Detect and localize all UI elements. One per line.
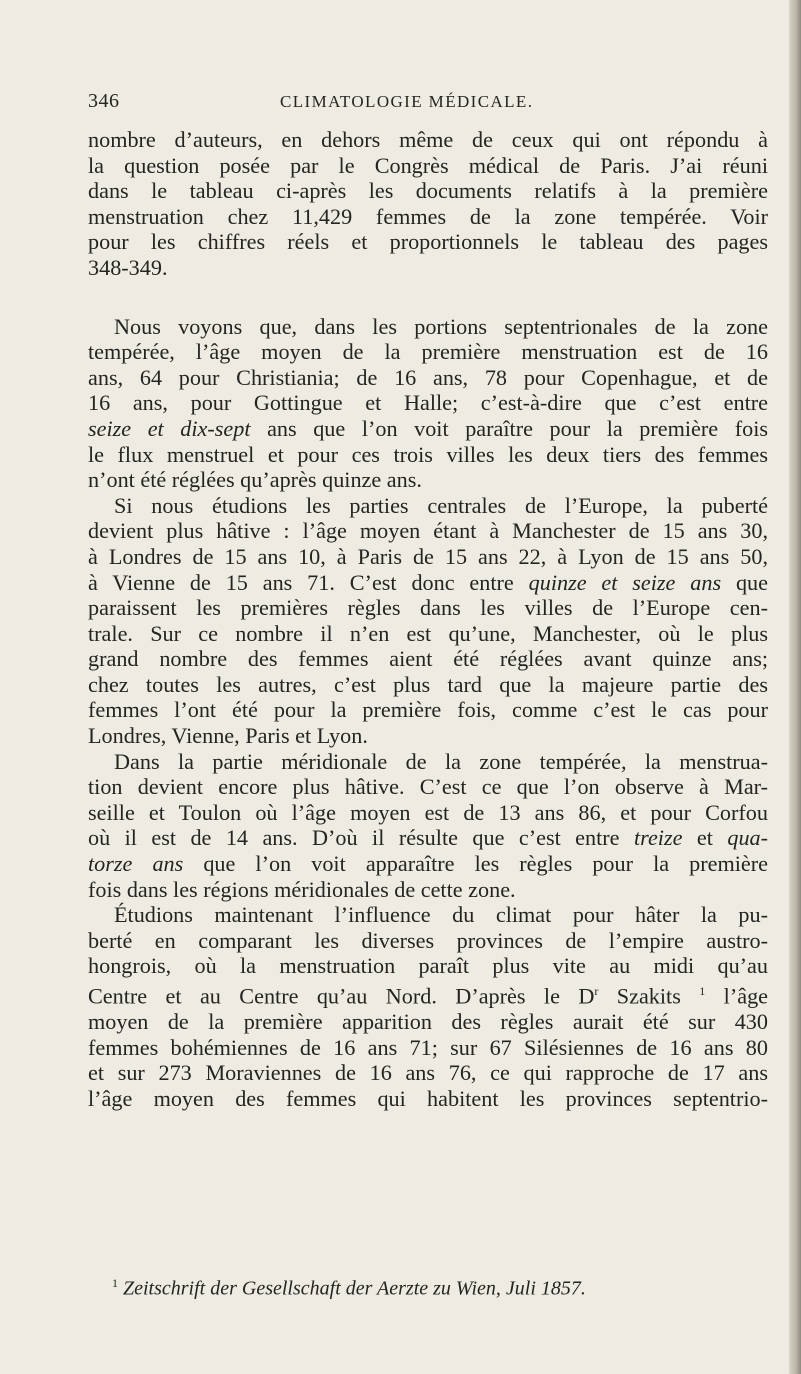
text-line: berté en comparant les diverses provinces de l’empire austro- xyxy=(88,927,768,953)
text-line: moyen de la première apparition des règles aurait été sur 430 xyxy=(88,1008,768,1034)
footnote-reference: 1 xyxy=(699,984,706,998)
paragraph xyxy=(88,749,768,903)
text-line: grand nombre des femmes aient été réglées avant quinze ans; xyxy=(88,646,768,672)
text-line: fois dans les régions méridionales de cette zone. xyxy=(88,876,516,902)
italic-text: seize et dix-sept xyxy=(88,415,251,441)
paragraph xyxy=(88,314,768,493)
text-line: Étudions maintenant l’influence du climat pour hâter la pu- xyxy=(114,902,768,928)
text-line: chez toutes les autres, c’est plus tard que la majeure partie des xyxy=(88,671,768,697)
footnote xyxy=(112,1276,762,1301)
text-line: femmes bohémiennes de 16 ans 71; sur 67 Silésiennes de 16 ans 80 xyxy=(88,1034,768,1060)
page-number: 346 xyxy=(88,90,120,112)
text-line: dans le tableau ci-après les documents relatifs à la première xyxy=(88,178,768,204)
italic-text: treize xyxy=(633,825,683,851)
text-line: et sur 273 Moraviennes de 16 ans 76, ce qui rapproche de 17 ans xyxy=(88,1060,768,1086)
text-line: menstruation chez 11,429 femmes de la zone tempérée. Voir xyxy=(88,203,768,229)
page-edge xyxy=(789,0,801,1374)
paragraph xyxy=(88,127,768,281)
text-line: hongrois, où la menstruation paraît plus vite au midi qu’au xyxy=(88,953,768,979)
text-line: Dans la partie méridionale de la zone tempérée, la menstrua- xyxy=(114,748,768,774)
italic-text: torze ans xyxy=(88,851,184,877)
text-line: seize et dix-sept ans que l’on voit paraître pour la première fois xyxy=(88,415,768,441)
text-line: tempérée, l’âge moyen de la première menstruation est de 16 xyxy=(88,339,768,365)
text-line: femmes l’ont été pour la première fois, comme c’est le cas pour xyxy=(88,697,768,723)
text-line: devient plus hâtive : l’âge moyen étant à Manchester de 15 ans 30, xyxy=(88,518,768,544)
text-line: où il est de 14 ans. D’où il résulte que c’est entre treize et qua- xyxy=(88,825,769,851)
text-line: ans, 64 pour Christiania; de 16 ans, 78 pour Copenhague, et de xyxy=(88,364,768,390)
text-line: à Londres de 15 ans 10, à Paris de 15 ans 22, à Lyon de 15 ans 50, xyxy=(88,543,768,569)
text-line: trale. Sur ce nombre il n’en est qu’une, Manchester, où le plus xyxy=(88,620,768,646)
text-line: pour les chiffres réels et proportionnels le tableau des pages xyxy=(88,229,768,255)
text-line: tion devient encore plus hâtive. C’est ce que l’on observe à Mar- xyxy=(88,774,768,800)
text-line: nombre d’auteurs, en dehors même de ceux qui ont répondu à xyxy=(88,127,768,152)
text-line: Si nous étudions les parties centrales de l’Europe, la puberté xyxy=(114,492,768,518)
text-line: Londres, Vienne, Paris et Lyon. xyxy=(88,723,368,749)
text-line: 16 ans, pour Gottingue et Halle; c’est-à-dire que c’est entre xyxy=(88,390,768,416)
text-line: 348-349. xyxy=(88,254,168,280)
text-line: paraissent les premières règles dans les villes de l’Europe cen- xyxy=(88,595,768,621)
text-segment: Szakits xyxy=(598,983,700,1009)
page-header xyxy=(88,88,748,118)
footnote-marker: 1 xyxy=(112,1276,118,1290)
text-line: Nous voyons que, dans les portions septentrionales de la zone xyxy=(114,313,768,339)
text-line: l’âge moyen des femmes qui habitent les provinces septentrio- xyxy=(88,1085,768,1111)
paragraph xyxy=(88,493,768,749)
footnote-text: Zeitschrift der Gesellschaft der Aerzte zu Wien, Juli 1857. xyxy=(123,1277,586,1300)
text-line: à Vienne de 15 ans 71. C’est donc entre quinze et seize ans que xyxy=(88,569,768,595)
paragraph xyxy=(88,902,768,1111)
text-line: n’ont été réglées qu’après quinze ans. xyxy=(88,467,422,493)
text-segment: Centre et au Centre qu’au Nord. D’après le D xyxy=(88,983,595,1009)
italic-text: quinze et seize ans xyxy=(528,569,722,595)
running-title: CLIMATOLOGIE MÉDICALE. xyxy=(280,92,534,111)
body-text xyxy=(88,127,768,1111)
text-line xyxy=(88,979,768,1009)
italic-text: qua- xyxy=(727,825,769,851)
text-line: la question posée par le Congrès médical de Paris. J’ai réuni xyxy=(88,152,768,178)
text-line: torze ans que l’on voit apparaître les règles pour la première xyxy=(88,851,768,877)
text-line: le flux menstruel et pour ces trois villes les deux tiers des femmes xyxy=(88,441,768,467)
text-line: seille et Toulon où l’âge moyen est de 13 ans 86, et pour Corfou xyxy=(88,799,768,825)
text-segment: l’âge xyxy=(705,983,769,1009)
superscript: r xyxy=(594,984,599,998)
